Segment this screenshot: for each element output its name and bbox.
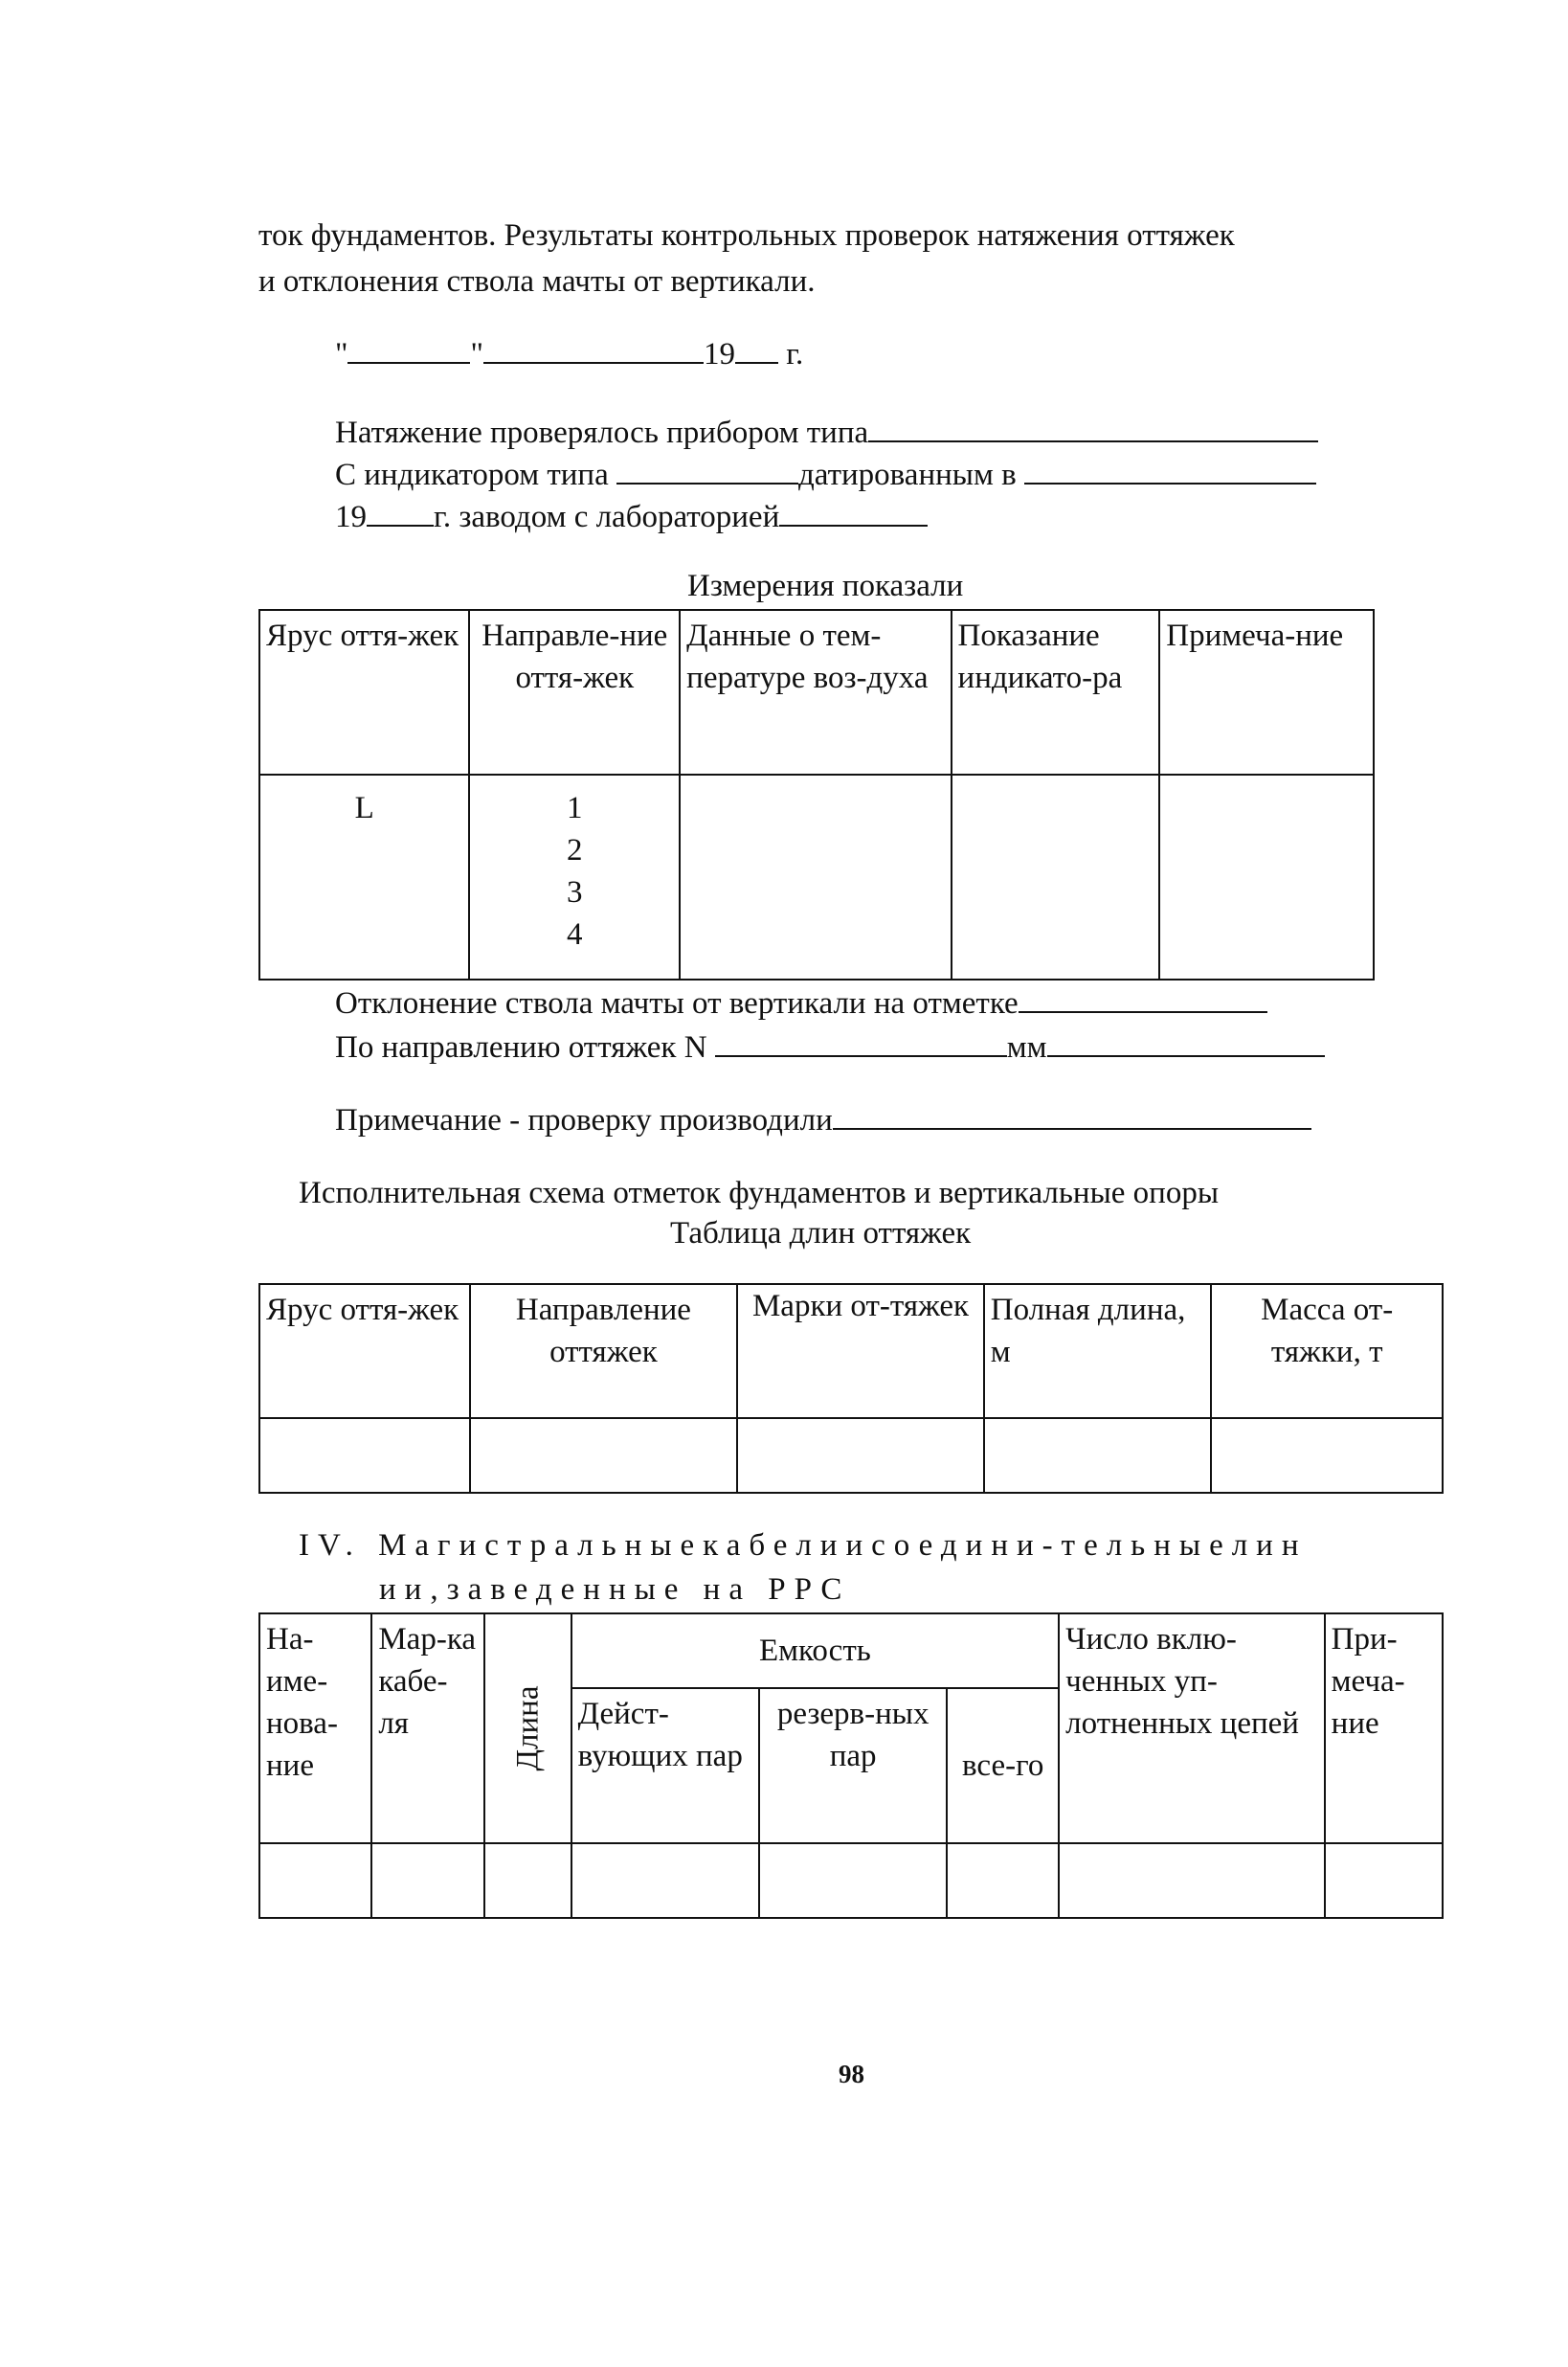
cables-cell-active[interactable] <box>571 1843 759 1918</box>
factory-year-blank[interactable] <box>367 496 434 527</box>
page-number: 98 <box>839 2060 864 2088</box>
lengths-cell-tier[interactable] <box>259 1418 470 1493</box>
cables-cell-name[interactable] <box>259 1843 371 1918</box>
intro-line-1: ток фундаментов. Результаты контрольных проверок натяжения оттяжек <box>258 218 1235 253</box>
measurements-header-row <box>259 610 1374 775</box>
direction-3: 3 <box>567 875 583 910</box>
dated-label: датированным в <box>798 458 1017 492</box>
lengths-header-direction: Направление оттяжек <box>470 1284 738 1418</box>
note-line <box>335 1099 1311 1140</box>
year-blank[interactable] <box>735 333 778 364</box>
deviation-mark-line <box>335 982 1267 1024</box>
cables-header-total: все-го <box>947 1688 1059 1843</box>
factory-lab-label: г. заводом с лабораторией <box>434 500 780 534</box>
header-note: Примеча-ние <box>1159 610 1374 775</box>
deviation-unit: мм <box>1006 1030 1047 1065</box>
tension-device-line <box>335 412 1318 453</box>
cables-table <box>258 1612 1444 1919</box>
cables-header-circuits: Число вклю-ченных уп-лотненных цепей <box>1059 1613 1325 1843</box>
deviation-mark-label: Отклонение ствола мачты от вертикали на отметке <box>335 986 1019 1021</box>
lab-blank[interactable] <box>779 496 928 527</box>
deviation-mark-blank[interactable] <box>1019 982 1267 1013</box>
cables-header-length: Длина <box>484 1613 571 1843</box>
schema-title: Исполнительная схема отметок фундаментов и вертикальные опоры <box>299 1176 1219 1210</box>
note-cell[interactable] <box>1159 775 1374 980</box>
section-iv-title-line-1: IV. Магистральныекабелиисоедини-тельныелин <box>299 1528 1308 1563</box>
direction-1: 1 <box>567 791 583 825</box>
tier-value: L <box>354 791 374 825</box>
tension-device-label: Натяжение проверялось прибором типа <box>335 416 869 450</box>
year-prefix: 19 <box>335 500 367 534</box>
indicator-type-blank[interactable] <box>616 454 798 485</box>
cables-cell-total[interactable] <box>947 1843 1059 1918</box>
direction-4: 4 <box>567 917 583 952</box>
temperature-cell[interactable] <box>680 775 951 980</box>
month-blank[interactable] <box>483 333 704 364</box>
header-direction: Направле-ние оття-жек <box>469 610 680 775</box>
tension-device-blank[interactable] <box>868 412 1318 442</box>
direction-2: 2 <box>567 833 583 868</box>
lengths-cell-direction[interactable] <box>470 1418 738 1493</box>
cables-data-row <box>259 1843 1443 1918</box>
cables-header-capacity: Емкость <box>571 1613 1060 1688</box>
deviation-unit-blank[interactable] <box>1047 1026 1325 1057</box>
indicator-line <box>335 454 1316 495</box>
cables-header-note: При-меча-ние <box>1325 1613 1443 1843</box>
day-blank[interactable] <box>347 333 470 364</box>
header-temperature: Данные о тем-пературе воз-духа <box>680 610 951 775</box>
intro-line-2: и отклонения ствола мачты от вертикали. <box>258 264 816 299</box>
measurements-title: Измерения показали <box>687 569 964 603</box>
date-suffix: г. <box>786 337 804 372</box>
date-quote-close: " <box>470 337 483 372</box>
lengths-data-row <box>259 1418 1443 1493</box>
date-quote-open: " <box>335 337 348 372</box>
lengths-header-mass: Масса от-тяжки, т <box>1211 1284 1443 1418</box>
intro-paragraph <box>258 213 1235 304</box>
measurements-table <box>258 609 1375 981</box>
lengths-header-row <box>259 1284 1443 1418</box>
deviation-direction-label: По направлению оттяжек N <box>335 1030 707 1065</box>
directions-cell <box>469 775 680 980</box>
cables-header-active: Дейст-вующих пар <box>571 1688 759 1843</box>
cables-cell-reserve[interactable] <box>759 1843 947 1918</box>
cables-cell-circuits[interactable] <box>1059 1843 1325 1918</box>
cables-header-name: На-име-нова-ние <box>259 1613 371 1843</box>
lengths-cell-marks[interactable] <box>737 1418 984 1493</box>
lengths-cell-length[interactable] <box>984 1418 1212 1493</box>
cables-cell-length[interactable] <box>484 1843 571 1918</box>
lengths-cell-mass[interactable] <box>1211 1418 1443 1493</box>
cables-header-brand: Мар-ка кабе-ля <box>371 1613 483 1843</box>
measurements-data-row <box>259 775 1374 980</box>
dated-blank[interactable] <box>1024 454 1316 485</box>
cables-cell-brand[interactable] <box>371 1843 483 1918</box>
note-label: Примечание - проверку производили <box>335 1103 833 1138</box>
note-blank[interactable] <box>833 1099 1311 1130</box>
tier-cell <box>259 775 469 980</box>
cables-cell-note[interactable] <box>1325 1843 1443 1918</box>
indicator-type-label: С индикатором типа <box>335 458 609 492</box>
header-tier: Ярус оття-жек <box>259 610 469 775</box>
lengths-table <box>258 1283 1444 1494</box>
factory-line <box>335 496 928 537</box>
date-line <box>335 333 803 374</box>
date-year: 19 <box>703 337 735 372</box>
lengths-header-tier: Ярус оття-жек <box>259 1284 470 1418</box>
cables-header-reserve: резерв-ных пар <box>759 1688 947 1843</box>
header-indicator: Показание индикато-ра <box>952 610 1160 775</box>
lengths-header-marks: Марки от-тяжек <box>737 1284 984 1418</box>
deviation-direction-blank[interactable] <box>715 1026 1007 1057</box>
section-iv-title-line-2: ии,заведенные на РРС <box>379 1572 851 1607</box>
lengths-header-length: Полная длина, м <box>984 1284 1212 1418</box>
cables-header-row-1 <box>259 1613 1443 1688</box>
deviation-direction-line <box>335 1026 1325 1068</box>
indicator-cell[interactable] <box>952 775 1160 980</box>
lengths-table-title: Таблица длин оттяжек <box>670 1216 972 1251</box>
